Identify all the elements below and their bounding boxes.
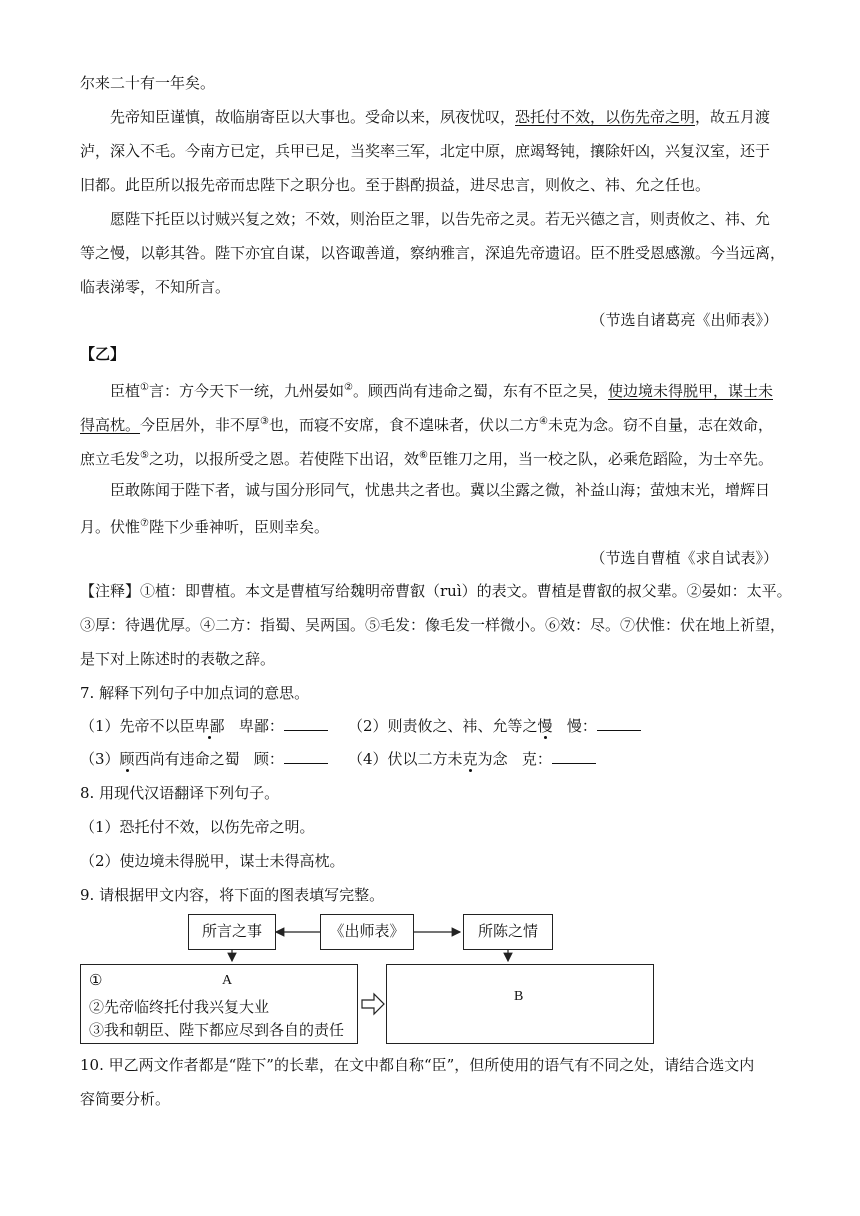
box-chushibiao: 《出师表》 xyxy=(320,914,414,950)
q7-text: （3） xyxy=(80,750,120,768)
item-marker-1: ① xyxy=(89,971,103,989)
dotted-word: 顾 xyxy=(119,750,135,768)
q8-item-2: （2）使边境未得脱甲，谋士未得高枕。 xyxy=(80,852,345,870)
jia-line-5: 愿陛下托臣以讨贼兴复之效；不效，则治臣之罪，以告先帝之灵。若无兴德之言，则责攸之、祎、允 xyxy=(110,210,771,228)
q10-line-2: 容简要分析。 xyxy=(80,1090,171,1108)
yi-text: 言：方今天下一统，九州晏如 xyxy=(148,382,344,400)
yi-text: 庶立毛发 xyxy=(80,450,141,468)
yi-text: 也，而寝不安席，食不遑味者，伏以二方 xyxy=(269,416,540,434)
yi-underlined-sentence: 得高枕。 xyxy=(80,416,141,434)
box-left-content xyxy=(80,964,358,1044)
box-suochen-zhiqing: 所陈之情 xyxy=(463,914,553,950)
yi-text: 。顾西尚有违命之蜀，东有不臣之吴， xyxy=(352,382,608,400)
q7-text: 西尚有违命之蜀 xyxy=(134,750,240,768)
note-marker: ⑥ xyxy=(419,450,428,461)
q10-line-1: 10. 甲乙两文作者都是“陛下”的长辈，在文中都自称“臣”，但所使用的语气有不同之处，请结合选文内 xyxy=(80,1056,755,1074)
yi-text: 之功，以报所受之恩。若使陛下出诏，效 xyxy=(148,450,419,468)
yi-text: 陛下少垂神听，臣则幸矣。 xyxy=(148,518,329,536)
yi-line-4: 臣敢陈闻于陛下者，诚与国分形同气，忧患共之者也。冀以尘露之微，补益山海；萤烛末光，增辉日 xyxy=(110,481,771,499)
q9-title: 9. 请根据甲文内容，将下面的图表填写完整。 xyxy=(80,886,385,904)
note-marker: ⑤ xyxy=(140,450,149,461)
note-marker: ④ xyxy=(539,416,548,427)
dotted-word: 卑鄙 xyxy=(194,717,225,735)
item-3: ③我和朝臣、陛下都应尽到各自的责任 xyxy=(89,1021,345,1039)
yi-text: 未克为念。窃不自量，志在效命， xyxy=(547,416,773,434)
item-2: ②先帝临终托付我兴复大业 xyxy=(89,998,270,1016)
jia-underlined-sentence: 恐托付不效，以伤先帝之明 xyxy=(515,108,696,126)
q7-label: 克： xyxy=(521,750,552,768)
jia-line-6: 等之慢，以彰其咎。陛下亦宜自谋，以咨诹善道，察纳雅言，深追先帝遗诏。臣不胜受恩感激。今当远离， xyxy=(80,244,786,262)
note-marker: ⑦ xyxy=(140,518,149,529)
jia-source: （节选自诸葛亮《出师表》） xyxy=(590,311,778,329)
note-marker: ② xyxy=(344,382,353,393)
yi-text: 臣锥刀之用，当一校之队，必乘危蹈险，为士卒先。 xyxy=(427,450,773,468)
jia-line-4: 旧都。此臣所以报先帝而忠陛下之职分也。至于斟酌损益，进尽忠言，则攸之、祎、允之任也。 xyxy=(80,176,711,194)
q7-text: （1）先帝不以臣 xyxy=(80,717,195,735)
q8-item-1: （1）恐托付不效，以伤先帝之明。 xyxy=(80,818,315,836)
jia-text: 先帝知臣谨慎，故临崩寄臣以大事也。受命以来，夙夜忧叹， xyxy=(110,108,516,126)
notes-line-1: 【注释】①植：即曹植。本文是曹植写给魏明帝曹叡（ruì）的表文。曹植是曹叡的叔父辈。②晏如：太平。 xyxy=(80,582,792,600)
q7-title: 7. 解释下列句子中加点词的意思。 xyxy=(80,684,310,702)
box-right-content xyxy=(386,964,654,1044)
q7-text: （2）则责攸之、祎、允等之 xyxy=(348,717,538,735)
yi-text: 臣植 xyxy=(110,382,141,400)
q7-text: 为念 xyxy=(477,750,508,768)
q7-label: 顾： xyxy=(253,750,284,768)
jia-line-7: 临表涕零，不知所言。 xyxy=(80,278,231,296)
jia-line-1: 尔来二十有一年矣。 xyxy=(80,74,216,92)
notes-line-3: 是下对上陈述时的表敬之辞。 xyxy=(80,650,276,668)
yi-text: 今臣居外，非不厚 xyxy=(140,416,261,434)
blank-label-a: A xyxy=(222,973,233,988)
dotted-word: 慢 xyxy=(537,717,553,735)
q7-text: （4）伏以二方未 xyxy=(348,750,463,768)
q8-title: 8. 用现代汉语翻译下列句子。 xyxy=(80,784,280,802)
note-marker: ③ xyxy=(260,416,269,427)
q7-label: 慢： xyxy=(566,717,597,735)
notes-line-2: ③厚：待遇优厚。④二方：指蜀、吴两国。⑤毛发：像毛发一样微小。⑥效：尽。⑦伏惟：伏在地上祈望， xyxy=(80,616,786,634)
dotted-word: 克 xyxy=(462,750,478,768)
yi-heading: 【乙】 xyxy=(80,345,126,363)
blank-label-b: B xyxy=(514,989,524,1004)
yi-text: 月。伏惟 xyxy=(80,518,141,536)
q7-label: 卑鄙： xyxy=(238,717,284,735)
jia-text: ，故五月渡 xyxy=(695,108,771,126)
jia-line-3: 泸，深入不毛。今南方已定，兵甲已足，当奖率三军，北定中原，庶竭驽钝，攘除奸凶，兴复汉室，还于 xyxy=(80,142,771,160)
box-suoyan-zhishi: 所言之事 xyxy=(188,914,276,950)
note-marker: ① xyxy=(140,382,149,393)
yi-source: （节选自曹植《求自试表》） xyxy=(590,549,778,567)
yi-underlined-sentence: 使边境未得脱甲，谋士未 xyxy=(607,382,773,400)
